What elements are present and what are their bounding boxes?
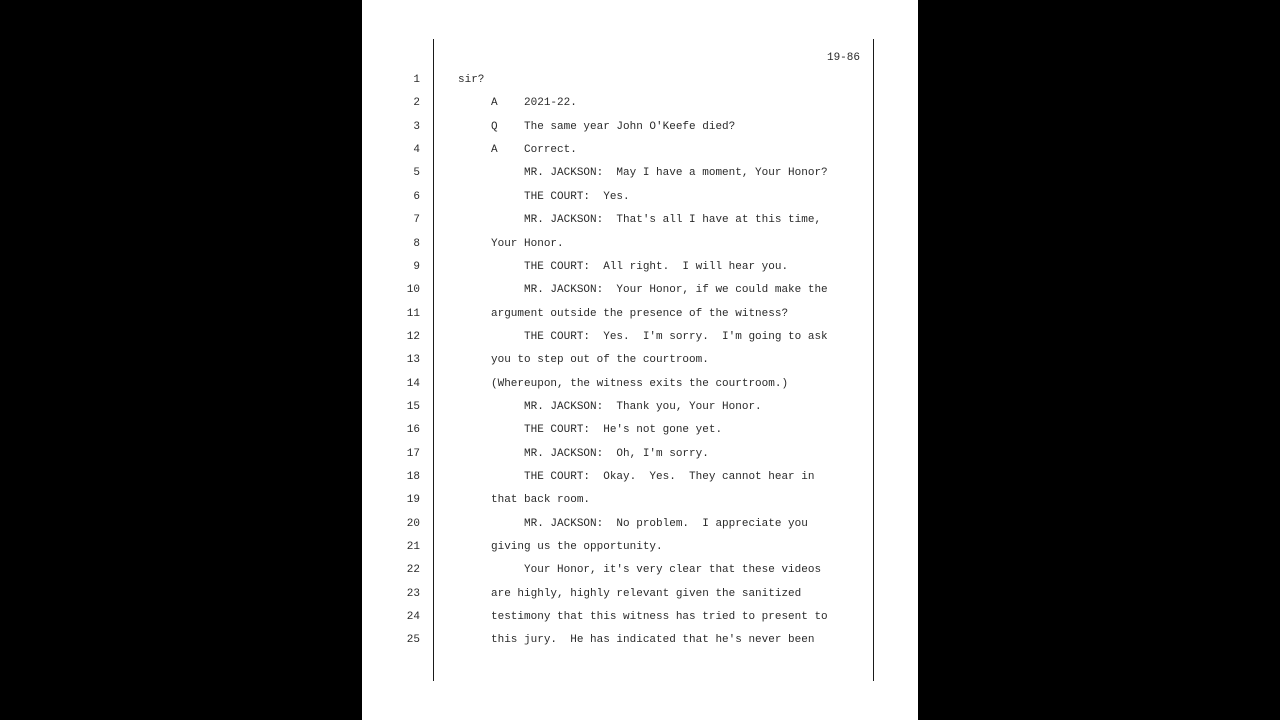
line-text: MR. JACKSON: Your Honor, if we could make the: [458, 284, 828, 297]
transcript-line: [362, 166, 918, 180]
transcript-line: [362, 330, 918, 344]
line-number: 6: [413, 190, 420, 203]
line-number: 23: [406, 587, 420, 600]
page-number: 19-86: [826, 52, 860, 64]
line-text: A 2021-22.: [458, 97, 577, 110]
transcript-line: [362, 307, 918, 321]
line-number: 14: [406, 377, 420, 390]
line-number: 2: [413, 97, 420, 110]
line-text: MR. JACKSON: Thank you, Your Honor.: [458, 400, 762, 413]
line-number: 10: [406, 284, 420, 297]
transcript-line: [362, 190, 918, 204]
transcript-line: [362, 283, 918, 297]
transcript-line: [362, 633, 918, 647]
line-text: that back room.: [458, 494, 591, 507]
transcript-line: [362, 400, 918, 414]
line-text: THE COURT: All right. I will hear you.: [458, 260, 789, 273]
line-number: 8: [413, 237, 420, 250]
line-text: testimony that this witness has tried to present to: [458, 611, 828, 624]
transcript-line: [362, 353, 918, 367]
line-number: 19: [406, 494, 420, 507]
line-number: 9: [413, 260, 420, 273]
line-number: 13: [406, 354, 420, 367]
line-number: 12: [406, 330, 420, 343]
line-text: giving us the opportunity.: [458, 541, 663, 553]
line-text: MR. JACKSON: That's all I have at this time,: [458, 214, 822, 227]
line-text: MR. JACKSON: May I have a moment, Your Honor?: [458, 167, 828, 180]
line-number: 25: [406, 634, 420, 647]
transcript-line: [362, 587, 918, 601]
line-text: A Correct.: [458, 144, 577, 157]
line-number: 22: [406, 564, 420, 577]
line-number: 15: [406, 400, 420, 413]
line-text: THE COURT: Yes.: [458, 190, 630, 203]
transcript-line: [362, 73, 918, 87]
line-number: 3: [413, 120, 420, 133]
line-number: 16: [406, 424, 420, 437]
transcript-line: [362, 493, 918, 507]
transcript-line: [362, 213, 918, 227]
line-number: 20: [406, 517, 420, 530]
line-text: MR. JACKSON: Oh, I'm sorry.: [458, 447, 709, 460]
transcript-line: [362, 610, 918, 624]
line-text: THE COURT: Yes. I'm sorry. I'm going to ask: [458, 330, 828, 343]
line-text: (Whereupon, the witness exits the courtroom.): [458, 377, 789, 390]
line-number: 1: [413, 74, 420, 86]
line-text: THE COURT: Okay. Yes. They cannot hear in: [458, 471, 815, 483]
line-text: THE COURT: He's not gone yet.: [458, 424, 723, 437]
line-number: 17: [406, 447, 420, 460]
line-text: Your Honor, it's very clear that these videos: [458, 564, 822, 577]
line-number: 24: [406, 611, 420, 624]
line-number: 5: [413, 167, 420, 180]
transcript-page: [362, 0, 918, 720]
transcript-line: [362, 517, 918, 531]
transcript-line: [362, 423, 918, 437]
line-number: 7: [413, 214, 420, 227]
transcript-line: [362, 96, 918, 110]
line-number: 11: [406, 307, 420, 320]
transcript-line: [362, 447, 918, 461]
transcript-line: [362, 540, 918, 554]
line-text: argument outside the presence of the witness?: [458, 307, 789, 320]
line-number: 21: [406, 541, 420, 553]
line-text: are highly, highly relevant given the sanitized: [458, 587, 802, 600]
transcript-line: [362, 120, 918, 134]
transcript-line: [362, 260, 918, 274]
transcript-line: [362, 237, 918, 251]
transcript-line: [362, 563, 918, 577]
line-text: you to step out of the courtroom.: [458, 354, 709, 367]
line-text: Your Honor.: [458, 237, 564, 250]
line-text: MR. JACKSON: No problem. I appreciate you: [458, 517, 808, 530]
line-text: sir?: [458, 74, 485, 86]
line-number: 4: [413, 144, 420, 157]
line-text: Q The same year John O'Keefe died?: [458, 120, 736, 133]
line-text: this jury. He has indicated that he's never been: [458, 634, 815, 647]
transcript-line: [362, 377, 918, 391]
transcript-line: [362, 143, 918, 157]
line-number: 18: [406, 471, 420, 483]
transcript-line: [362, 470, 918, 484]
